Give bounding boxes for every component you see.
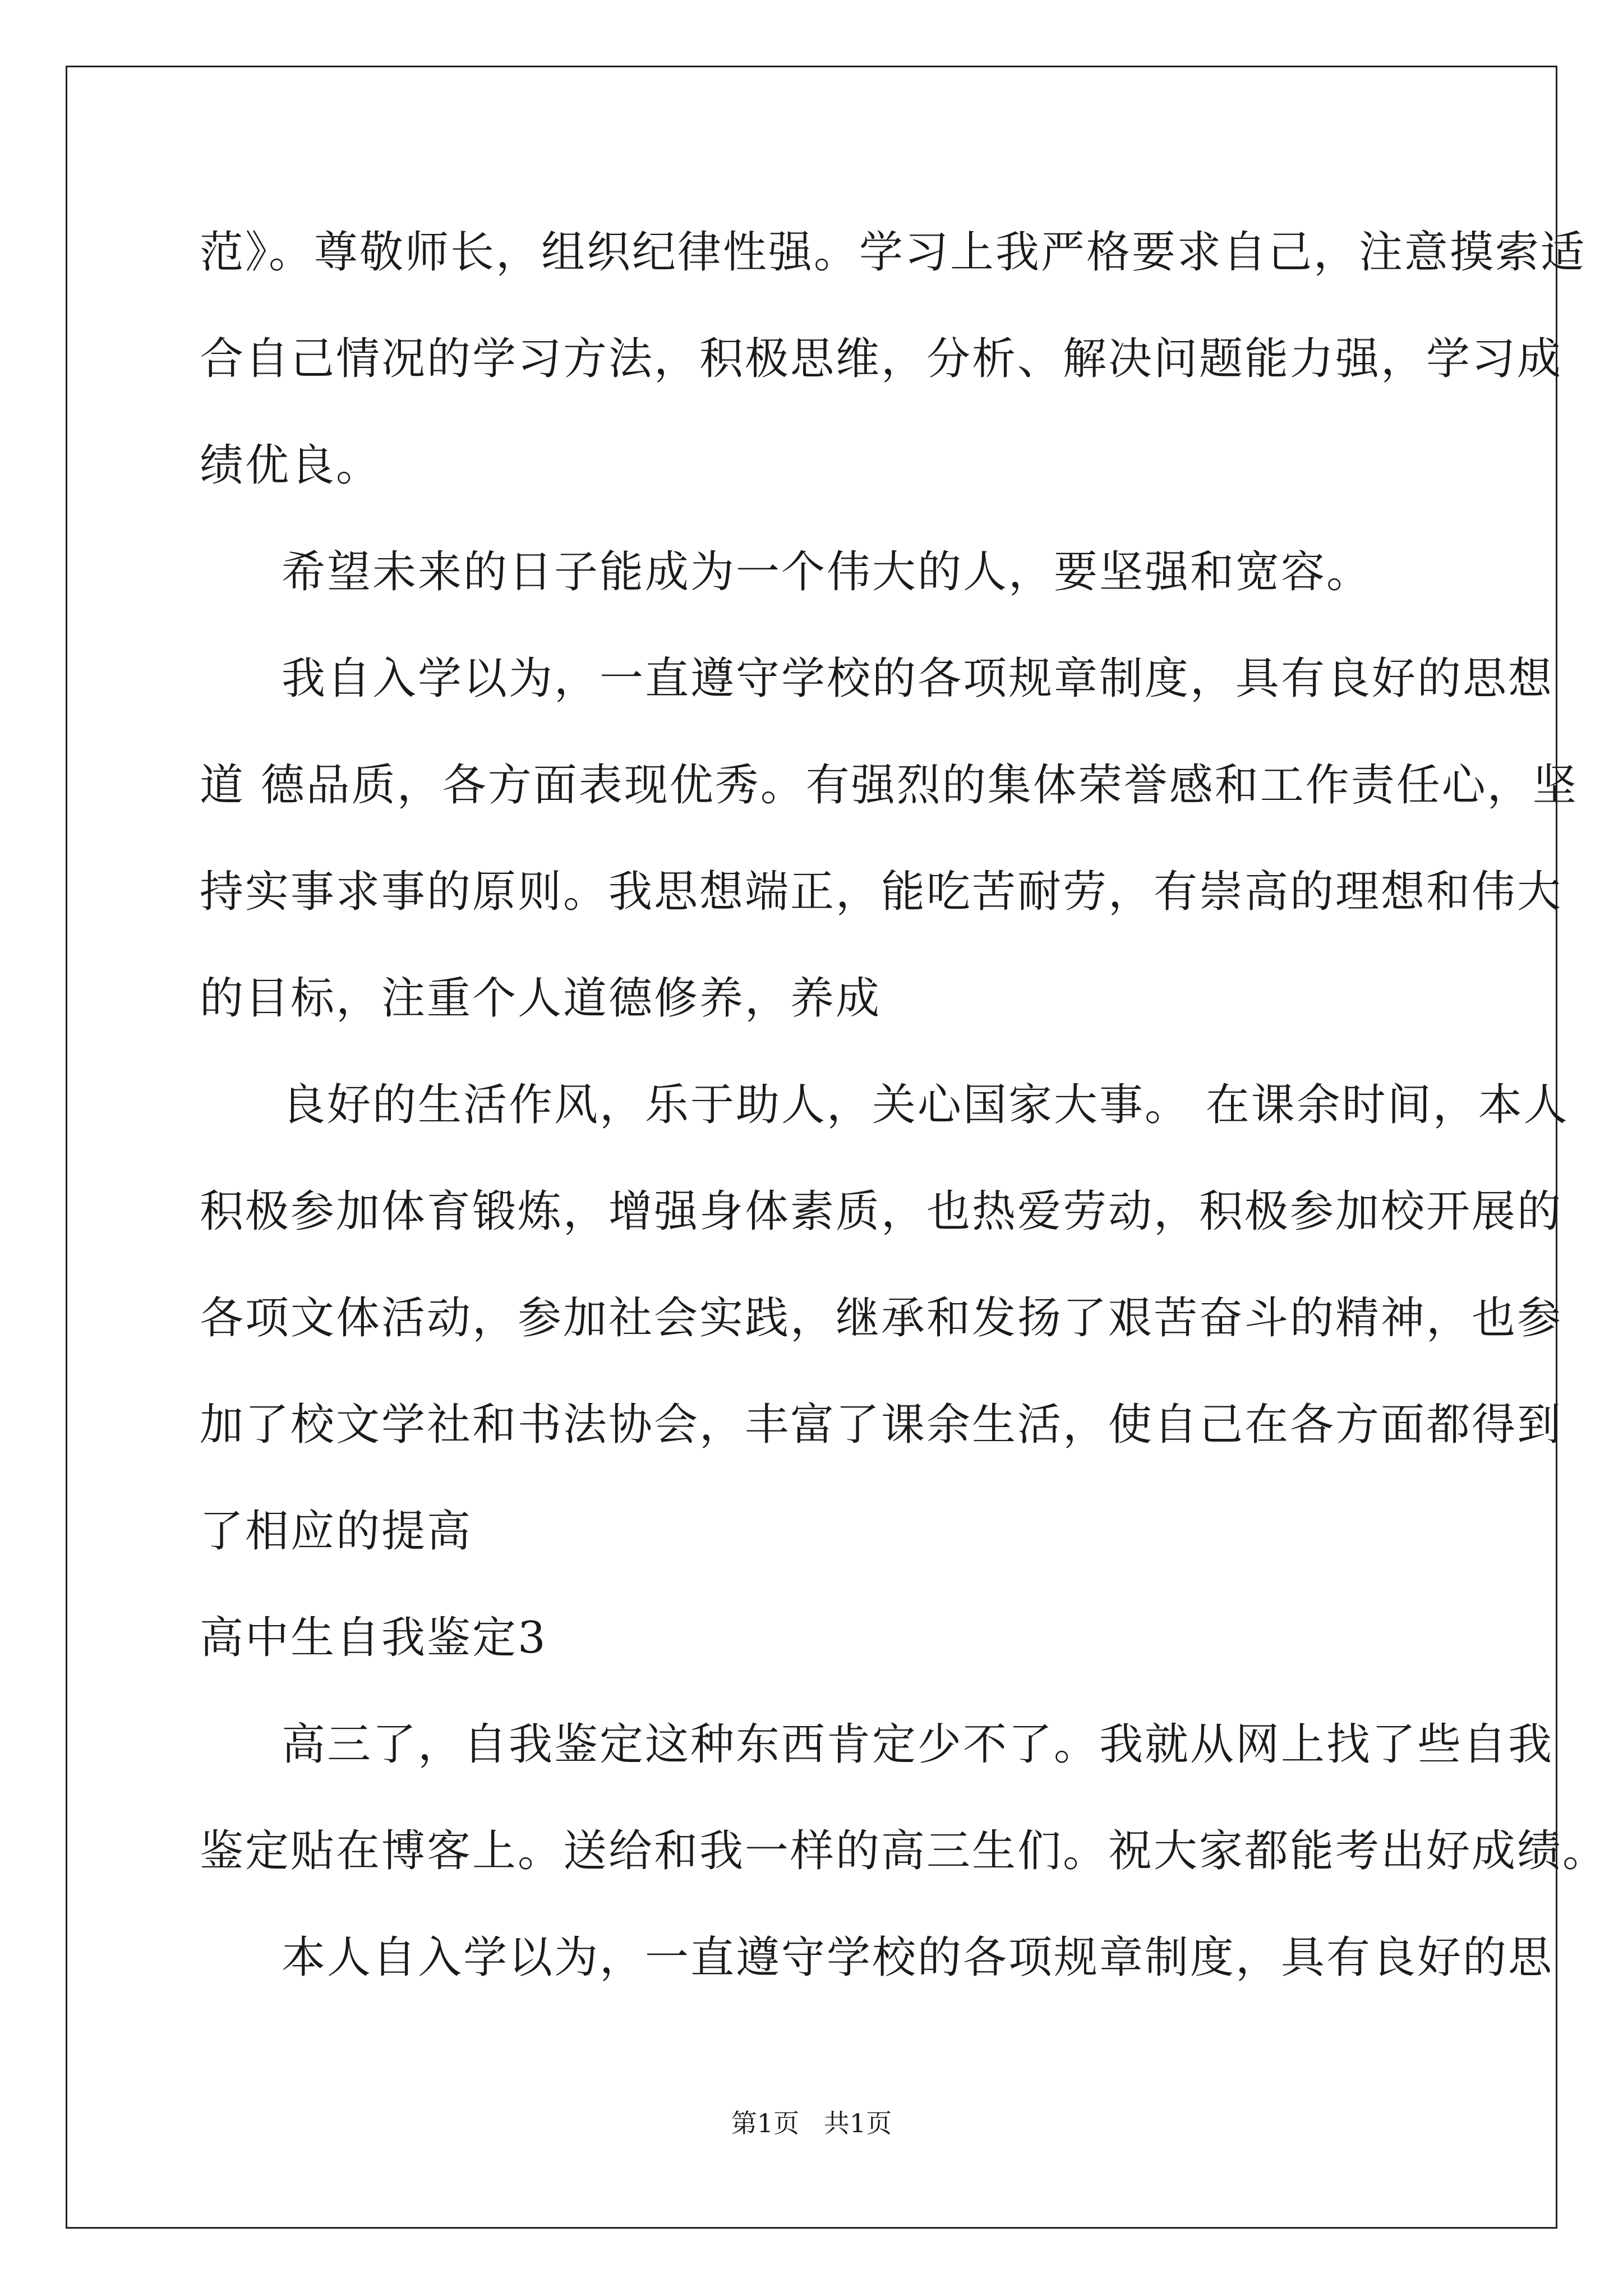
- page-border: [66, 66, 1557, 2229]
- paragraph-first-line: 希望未来的日子能成为一个伟大的人，要坚强和宽容。: [282, 547, 1372, 597]
- text-line: 各项文体活动，参加社会实践，继承和发扬了艰苦奋斗的精神，也参: [200, 1293, 1563, 1343]
- paragraph-first-line: 本人自入学以为，一直遵守学校的各项规章制度，具有良好的思: [282, 1932, 1554, 1983]
- text-line: 鉴定贴在博客上。送给和我一样的高三生们。祝大家都能考出好成绩。: [200, 1826, 1608, 1876]
- page-number-footer: 第1页 共1页: [731, 2108, 892, 2138]
- text-line: 加了校文学社和书法协会，丰富了课余生活，使自己在各方面都得到: [200, 1400, 1563, 1450]
- paragraph-first-line: 高三了，自我鉴定这种东西肯定少不了。我就从网上找了些自我: [282, 1719, 1554, 1770]
- text-line: 了相应的提高: [200, 1506, 473, 1557]
- text-line: 积极参加体育锻炼，增强身体素质，也热爱劳动，积极参加校开展的: [200, 1186, 1563, 1237]
- paragraph-first-line: 我自入学以为，一直遵守学校的各项规章制度，具有良好的思想: [282, 654, 1554, 704]
- section-heading: 高中生自我鉴定3: [200, 1613, 547, 1663]
- paragraph-first-line: 良好的生活作风，乐于助人，关心国家大事。 在课余时间，本人: [282, 1080, 1569, 1130]
- text-line: 合自己情况的学习方法，积极思维，分析、解决问题能力强，学习成: [200, 334, 1563, 384]
- text-line: 的目标，注重个人道德修养，养成: [200, 973, 882, 1024]
- text-line: 持实事求事的原则。我思想端正，能吃苦耐劳，有崇高的理想和伟大: [200, 867, 1563, 917]
- text-line: 道 德品质，各方面表现优秀。有强烈的集体荣誉感和工作责任心，坚: [200, 760, 1578, 811]
- text-line: 绩优良。: [200, 440, 382, 491]
- text-line: 范》。尊敬师长，组织纪律性强。学习上我严格要求自己，注意摸索适: [200, 227, 1587, 278]
